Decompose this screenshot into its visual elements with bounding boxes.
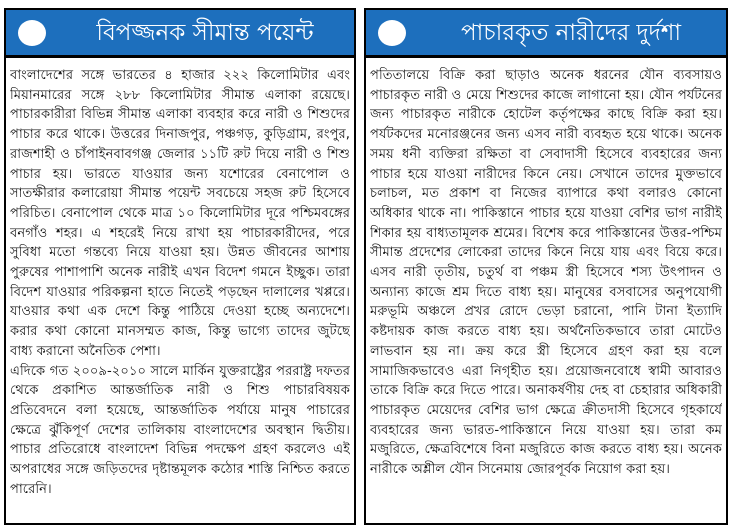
right-article-title: পাচারকৃত নারীদের দুর্দশা	[460, 20, 682, 46]
right-article-column	[360, 0, 732, 531]
bullet-circle-icon	[378, 20, 406, 46]
left-article-title: বিপজ্জনক সীমান্ত পয়েন্ট	[96, 20, 314, 46]
left-article-body	[10, 66, 350, 521]
left-article-header	[4, 8, 356, 58]
right-article-header	[364, 8, 728, 58]
right-paragraph-1: পতিতালয়ে বিক্রি করা ছাড়াও অনেক ধরনের যৌন ব্যবসায়ও পাচারকৃত নারী ও মেয়ে শিশুদের কাজে লাগানো হয়। যৌন পর্যটনের জন্য পাচারকৃত নারীকে হোটেল কর্তৃপক্ষের কাছে বিক্রি করা হয়। পর্যটকদের মনোরঞ্জনের জন্য এসব নারী ব্যবহৃত হয়ে থাকে। অনেক সময় ধনী ব্যক্তিরা রক্ষিতা বা সেবাদাসী হিসেবে ব্যবহারের জন্য পাচার হয়ে যাওয়া নারীদের কিনে নেয়। সেখানে তাদের মুক্তভাবে চলাচল, মত প্রকাশ বা নিজের ব্যাপারে কথা বলারও কোনো অধিকার থাকে না। পাকিস্তানে পাচার হয়ে যাওয়া বেশির ভাগ নারীই শিকার হয় বাধ্যতামূলক শ্রমের। বিশেষ করে পাকিস্তানের উত্তর-পশ্চিম সীমান্ত প্রদেশের লোকেরা তাদের কিনে নিয়ে যায় এবং বিয়ে করে। এসব নারী তৃতীয়, চতুর্থ বা পঞ্চম স্ত্রী হিসেবে শস্য উৎপাদন ও অন্যান্য কাজে শ্রম দিতে বাধ্য হয়। মানুষের বসবাসের অনুপযোগী মরুভূমি অঞ্চলে প্রখর রোদে ভেড়া চরানো, পানি টানা ইত্যাদি কষ্টদায়ক কাজ করতে বাধ্য হয়। অর্থনৈতিকভাবে তারা মোটেও লাভবান হয় না। ক্রয় করে স্ত্রী হিসেবে গ্রহণ করা হয় বলে সামাজিকভাবেও এরা নিগৃহীত হয়। প্রয়োজনবোধে স্বামী আবারও তাকে বিক্রি করে দিতে পারে। অনাকর্ষণীয় দেহ বা চেহারার অধিকারী পাচারকৃত মেয়েদের বেশির ভাগ ক্ষেত্রে ক্রীতদাসী হিসেবে গৃহকার্যে ব্যবহারের জন্য ভারত-পাকিস্তানে নিয়ে যাওয়া হয়। তারা কম মজুরিতে, ক্ষেত্রবিশেষে বিনা মজুরিতে কাজ করতে বাধ্য হয়। অনেক নারীকে অশ্লীল যৌন সিনেমায় জোরপূর্বক নিয়োগ করা হয়।	[370, 68, 722, 478]
left-paragraph-2: এদিকে গত ২০০৯-২০১০ সালে মার্কিন যুক্তরাষ্ট্রের পররাষ্ট্র দফতর থেকে প্রকাশিত আন্তর্জাতিক নারী ও শিশু পাচারবিষয়ক প্রতিবেদনে বলা হয়েছে, আন্তর্জাতিক পর্যায়ে মানুষ পাচারের ক্ষেত্রে ঝুঁকিপূর্ণ দেশের তালিকায় বাংলাদেশের অবস্থান দ্বিতীয়। পাচার প্রতিরোধে বাংলাদেশ বিভিন্ন পদক্ষেপ গ্রহণ করলেও এই অপরাধের সঙ্গে জড়িতদের দৃষ্টান্তমূলক কঠোর শাস্তি নিশ্চিত করতে পারেনি।	[10, 363, 350, 497]
right-article-body	[370, 66, 722, 521]
left-article-column	[0, 0, 360, 531]
left-paragraph-1: বাংলাদেশের সঙ্গে ভারতের ৪ হাজার ২২২ কিলোমিটার এবং মিয়ানমারের সঙ্গে ২৮৮ কিলোমিটার সীমান্ত এলাকা রয়েছে। পাচারকারীরা বিভিন্ন সীমান্ত এলাকা ব্যবহার করে নারী ও শিশুদের পাচার করে থাকে। উত্তরের দিনাজপুর, পঞ্চগড়, কুড়িগ্রাম, রংপুর, রাজশাহী ও চাঁপাইনবাবগঞ্জ জেলার ১১টি রুট দিয়ে নারী ও শিশু পাচার হয়। ভারতে যাওয়ার জন্য যশোরের বেনাপোল ও সাতক্ষীরার কলারোয়া সীমান্ত পয়েন্ট সবচেয়ে সহজ রুট হিসেবে পরিচিত। বেনাপোল থেকে মাত্র ১০ কিলোমিটার দূরে পশ্চিমবঙ্গের বনগাঁও শহর। এ শহরেই নিয়ে রাখা হয় পাচারকারীদের, পরে সুবিধা মতো গন্তব্যে নিয়ে যাওয়া হয়। উন্নত জীবনের আশায় পুরুষের পাশাপাশি অনেক নারীই এখন বিদেশ গমনে ইচ্ছুক। তারা বিদেশ যাওয়ার পরিকল্পনা হাতে নিতেই পড়ছেন দালালের খপ্পরে। যাওয়ার কথা এক দেশে কিন্তু পাঠিয়ে দেওয়া হচ্ছে অন্যদেশে। করার কথা কোনো মানসম্মত কাজ, কিন্তু ভাগ্যে তাদের জুটছে বাধ্য করানো অনৈতিক পেশা।	[10, 68, 350, 359]
bullet-circle-icon	[18, 20, 46, 46]
